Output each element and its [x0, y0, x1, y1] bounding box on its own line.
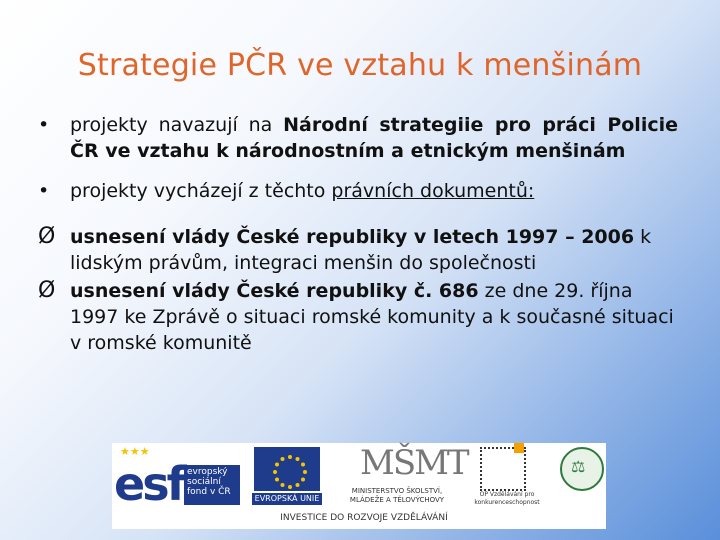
bullet-1-text: projekty navazují na	[70, 114, 284, 136]
arrow-item-2	[38, 278, 678, 356]
bullet-2-underline: právních dokumentů:	[331, 180, 535, 202]
bullet-marker: •	[38, 180, 50, 202]
bullet-marker: •	[38, 114, 50, 136]
arrow-marker: Ø	[38, 224, 56, 249]
op-frame-icon	[480, 447, 526, 491]
eu-flag-icon	[254, 447, 320, 491]
esf-text: evropský sociální fond v ČR	[184, 465, 240, 505]
op-corner-icon	[514, 443, 524, 453]
arrow-item-2-text: ze dne 29. října 1997 ke Zprávě o situaci romské komunity a k současné situaci v romské komunitě	[70, 280, 674, 354]
logo-footer: INVESTICE DO ROZVOJE VZDĚLÁVÁNÍ	[280, 513, 448, 523]
bullet-2	[38, 178, 678, 204]
bullet-1-bold: Národní strategiie pro práci Policie ČR ve vztahu k národnostním a etnickým menšinám	[70, 114, 678, 162]
arrow-item-1	[38, 224, 678, 276]
bullet-2-text: projekty vycházejí z těchto	[70, 180, 332, 202]
eu-logo	[252, 443, 322, 511]
eu-caption: EVROPSKÁ UNIE	[252, 493, 322, 505]
op-caption: OP Vzdělávání pro konkurenceschopnost	[474, 491, 540, 506]
logo-strip	[112, 443, 606, 529]
arrow-marker: Ø	[38, 278, 56, 303]
esf-mark: esf	[114, 457, 184, 511]
esf-logo	[112, 443, 240, 511]
stars-icon: ★★★	[120, 445, 150, 458]
bullet-1	[38, 112, 678, 164]
police-logo	[558, 443, 604, 511]
op-logo	[468, 443, 546, 511]
msmt-logo	[338, 443, 468, 511]
arrow-item-1-bold: usnesení vlády České republiky v letech 1997 – 2006	[70, 226, 635, 248]
slide-content	[38, 112, 678, 356]
police-emblem-icon: ⚖	[571, 457, 586, 476]
eu-stars-icon	[272, 454, 308, 490]
slide-title: Strategie PČR ve vztahu k menšinám	[77, 48, 643, 83]
msmt-caption: MINISTERSTVO ŠKOLSTVÍ, MLÁDEŽE A TĚLOVÝCHOVY	[349, 487, 445, 504]
msmt-mark: MŠMT	[360, 443, 468, 483]
arrow-item-1-text: k lidským právům, integraci menšin do společnosti	[70, 226, 652, 274]
arrow-item-2-bold: usnesení vlády České republiky č. 686	[70, 280, 479, 302]
